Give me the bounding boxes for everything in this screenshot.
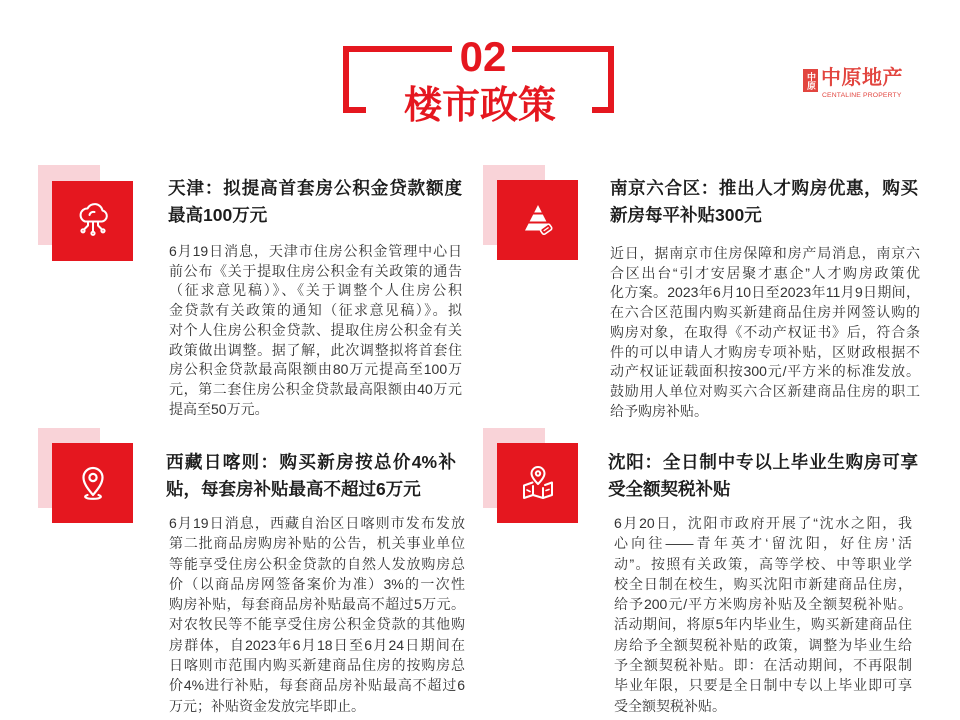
body-line: 价（以商品房网签备案价为准）3%的一次性: [169, 575, 465, 592]
body-line: 活动期间，将原5年内毕业生，购买新建商品住: [614, 616, 912, 633]
body-line: 受全额契税补贴。: [614, 697, 726, 714]
body-line: 价4%进行补贴，每套商品房补贴最高不超过6: [169, 677, 465, 694]
body-line: 房给予全额契税补贴的政策，调整为毕业生给: [614, 636, 912, 653]
location-pin-icon: [73, 463, 113, 503]
body-line: 日喀则市范围内购买新建商品住房的按购房总: [169, 657, 465, 674]
body-line: 近日，据南京市住房保障和房产局消息，南京六: [610, 245, 920, 261]
body-line: 等能享受住房公积金贷款的自然人发放购房总: [169, 555, 465, 572]
card-title-line: 最高100万元: [168, 205, 268, 225]
map-pin-icon: [518, 463, 558, 503]
card-title-line: 贴，每套房补贴最高不超过6万元: [166, 479, 421, 499]
body-line: 购房补贴，每套商品房补贴最高不超过5万元。: [169, 596, 465, 613]
icon-box: [52, 443, 133, 523]
body-line: 房群体，自2023年6月18日至6月24日期间在: [169, 636, 465, 653]
body-line: 予全额契税补贴。即：在活动期间，不再限制: [614, 657, 912, 674]
card-title-line: 南京六合区：推出人才购房优惠，购买: [610, 178, 918, 198]
body-line: 在六合区范围内购买新建商品住房并网签认购的: [610, 304, 920, 321]
card-title-line: 受全额契税补贴: [608, 479, 731, 499]
body-line: 动”。按照有关政策，高等学校、中等职业学: [614, 555, 912, 572]
card-body: [169, 242, 462, 419]
body-line: 合区出台“引才安居聚才惠企”人才购房政策优: [610, 264, 920, 281]
body-line: 件的可以申请人才购房专项补贴，区财政根据不: [610, 343, 920, 360]
body-line: （征求意见稿）》、《关于调整个人住房公积: [169, 282, 462, 299]
card-title-line: 沈阳：全日制中专以上毕业生购房可享: [608, 452, 918, 472]
body-line: 提高至50万元。: [169, 400, 269, 417]
icon-box: [497, 180, 578, 260]
card-title-line: 新房每平补贴300元: [610, 205, 762, 225]
card-title-line: 西藏日喀则：购买新房按总价4%补: [166, 452, 456, 472]
card-title: [608, 449, 918, 503]
icon-box: [52, 181, 133, 261]
body-line: 对农牧民等不能享受住房公积金贷款的其他购: [169, 616, 465, 633]
card-title: [610, 175, 918, 229]
body-line: 给予200元/平方米购房补贴及全额契税补贴。: [614, 596, 912, 613]
body-line: 万元；补贴资金发放完毕即止。: [169, 697, 365, 714]
body-line: 鼓励用人单位对购买六合区新建商品住房的职工: [610, 382, 920, 399]
body-line: 元，第二套住房公积金贷款最高限额由40万元: [169, 380, 462, 397]
section-number: 02: [459, 33, 507, 80]
body-line: 化方案。2023年6月10日至2023年11月9日期间，: [610, 284, 920, 301]
card-title-line: 天津：拟提高首套房公积金贷款额度: [168, 178, 462, 198]
body-line: 毕业年限，只要是全日制中专以上毕业即可享: [614, 677, 912, 694]
page-title: 楼市政策: [403, 85, 556, 127]
cloud-network-icon: [73, 201, 113, 241]
body-line: 金贷款有关政策的通知（征求意见稿）》。拟: [169, 302, 462, 319]
body-line: 6月20日，沈阳市政府开展了“沈水之阳，我: [614, 515, 912, 531]
body-line: 前公布《关于提取住房公积金有关政策的通告: [169, 262, 462, 279]
body-line: 6月19日消息，西藏自治区日喀则市发布发放: [169, 515, 465, 531]
body-line: 心向往——青年英才‘留沈阳，好住房’活: [614, 535, 912, 552]
logo-emblem: 中原: [803, 69, 818, 92]
body-line: 动产权证证载面积按300元/平方米的标准发放。: [610, 363, 920, 380]
body-line: 对个人住房公积金贷款、提取住房公积金有关: [169, 321, 462, 338]
card-body: [610, 244, 920, 421]
card-body: [169, 513, 465, 716]
pyramid-icon: [518, 200, 558, 240]
body-line: 6月19日消息，天津市住房公积金管理中心日: [169, 243, 462, 259]
body-line: 房公积金贷款最高限额由80万元提高至100万: [169, 361, 462, 378]
logo-english-name: CENTALINE PROPERTY: [822, 92, 902, 99]
body-line: 第二批商品房购房补贴的公告，机关事业单位: [169, 535, 465, 552]
card-body: [614, 513, 912, 716]
logo-name: 中原地产: [821, 67, 903, 89]
icon-box: [497, 443, 578, 523]
card-title: [166, 449, 456, 503]
body-line: 政策做出调整。据了解，此次调整拟将首套住: [169, 341, 462, 358]
body-line: 校全日制在校生，购买沈阳市新建商品住房，: [614, 575, 912, 592]
card-title: [168, 175, 462, 229]
body-line: 给予购房补贴。: [610, 402, 708, 419]
body-line: 购房对象，在取得《不动产权证书》后，符合条: [610, 323, 920, 340]
